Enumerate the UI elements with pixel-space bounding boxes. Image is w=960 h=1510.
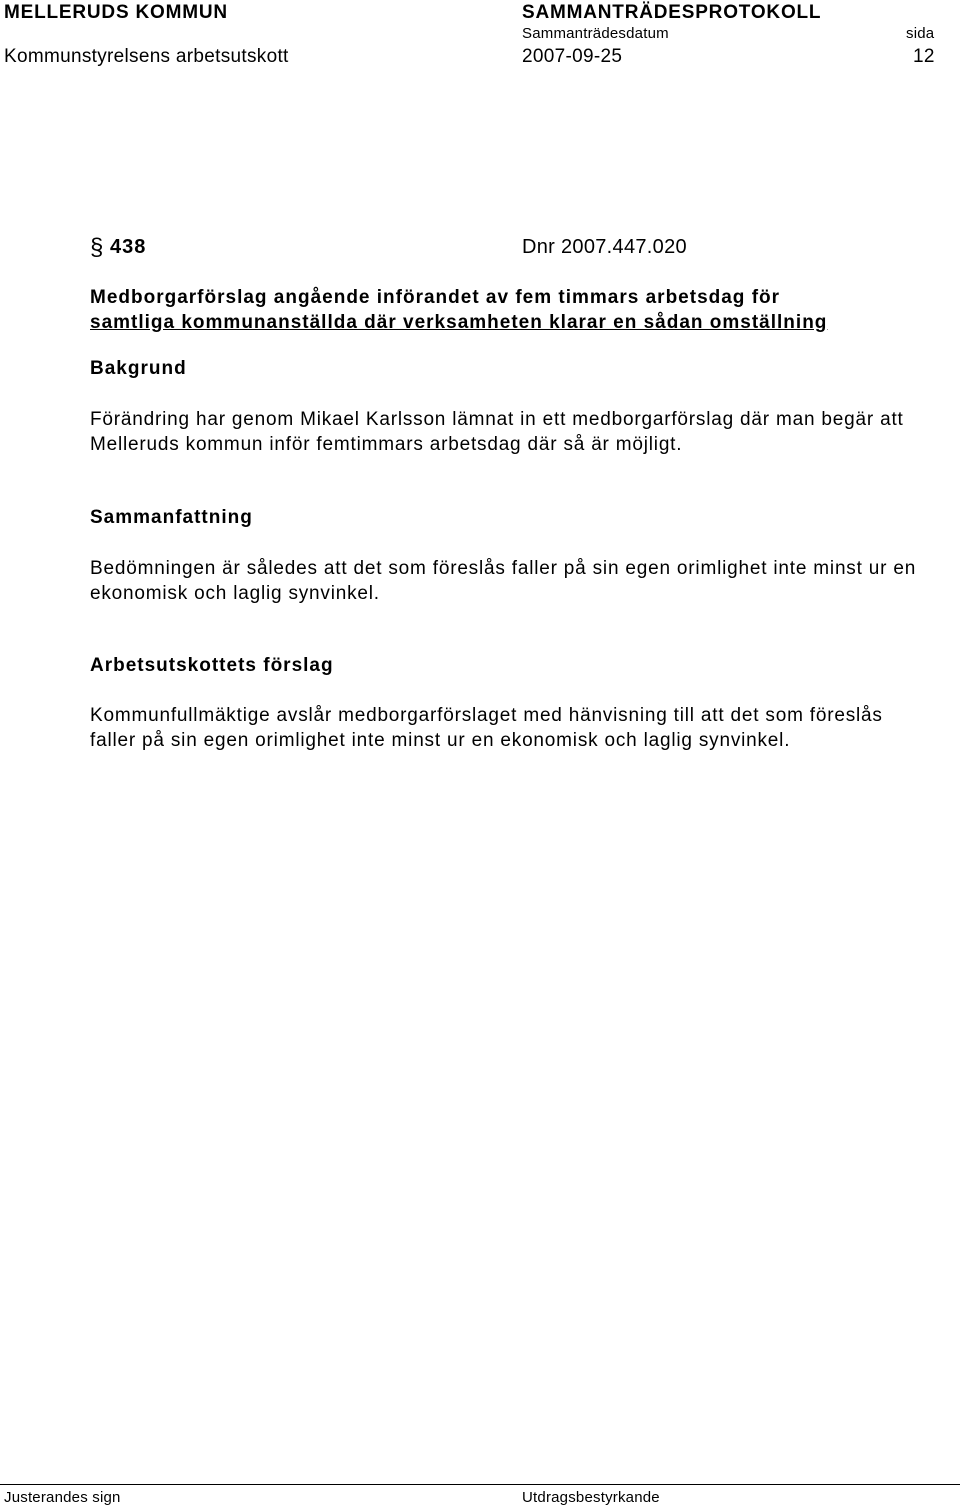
section-sign-icon: § [90, 234, 104, 261]
section-heading-background: Bakgrund [90, 358, 187, 379]
item-title-line2: samtliga kommunanställda där verksamheten klarar en sådan omställning [90, 312, 828, 333]
item-number: 438 [110, 236, 147, 258]
page-label: sida [906, 25, 935, 42]
section-heading-summary: Sammanfattning [90, 507, 253, 528]
footer-divider [0, 1484, 960, 1485]
footer-utdragsbestyrkande: Utdragsbestyrkande [522, 1489, 660, 1506]
section-text-background: Förändring har genom Mikael Karlsson lämnat in ett medborgarförslag där man begär att Melleruds kommun inför femtimmars arbetsdag där så är möjligt. [90, 409, 904, 455]
section-text-proposal: Kommunfullmäktige avslår medborgarförslaget med hänvisning till att det som föreslås faller på sin egen orimlighet inte minst ur en ekonomisk och laglig synvinkel. [90, 705, 883, 751]
section-text-summary: Bedömningen är således att det som föreslås faller på sin egen orimlighet inte minst ur en ekonomisk och laglig synvinkel. [90, 558, 917, 604]
meeting-date: 2007-09-25 [522, 46, 623, 67]
page-number: 12 [913, 46, 935, 67]
diary-number: Dnr 2007.447.020 [522, 236, 687, 258]
committee-name: Kommunstyrelsens arbetsutskott [4, 46, 289, 67]
municipality-name: MELLERUDS KOMMUN [4, 2, 228, 23]
footer-justerandes-sign: Justerandes sign [4, 1489, 121, 1506]
item-title-line2-wrap [90, 310, 827, 335]
date-label: Sammanträdesdatum [522, 25, 669, 42]
section-heading-proposal: Arbetsutskottets förslag [90, 655, 334, 676]
item-title-line1: Medborgarförslag angående införandet av fem timmars arbetsdag för [90, 287, 781, 308]
protocol-title: SAMMANTRÄDESPROTOKOLL [522, 2, 822, 23]
